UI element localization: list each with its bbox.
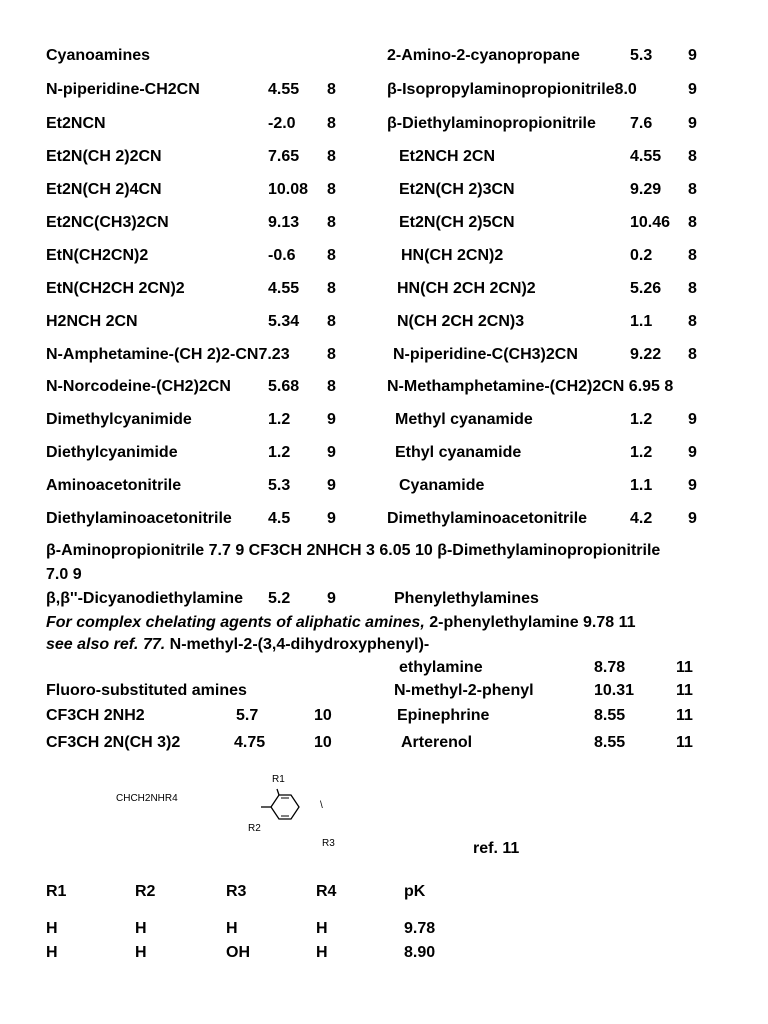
table-cell: H bbox=[135, 944, 147, 961]
left-row-pk: 5.3 bbox=[268, 477, 291, 494]
left-row-pk: 10.08 bbox=[268, 181, 309, 198]
right-row-name: Cyanamide bbox=[399, 477, 485, 494]
right-row-ref: 8 bbox=[688, 280, 697, 297]
wrapped-line-2: 7.0 9 bbox=[46, 566, 82, 583]
phenyl-pk-2: 8.55 bbox=[594, 707, 626, 724]
structure-r3-label: R3 bbox=[322, 838, 335, 849]
right-row-ref: 8 bbox=[688, 346, 697, 363]
left-row-ref: 8 bbox=[327, 378, 336, 395]
right-row-name: 2-Amino-2-cyanopropane bbox=[387, 47, 580, 64]
table-cell: H bbox=[316, 920, 328, 937]
right-row-pk: 4.55 bbox=[630, 148, 662, 165]
left-row-name: H2NCH 2CN bbox=[46, 313, 138, 330]
right-row-name: HN(CH 2CH 2CN)2 bbox=[397, 280, 536, 297]
left-row-name: Diethylaminoacetonitrile bbox=[46, 510, 232, 527]
left-row-pk: 4.55 bbox=[268, 81, 300, 98]
right-row-pk: 5.26 bbox=[630, 280, 662, 297]
table-cell: H bbox=[46, 944, 58, 961]
phenyl-pk-3: 8.55 bbox=[594, 734, 626, 751]
dicyano-pk: 5.2 bbox=[268, 590, 291, 607]
table-header: R3 bbox=[226, 883, 247, 900]
left-row-ref: 8 bbox=[327, 247, 336, 264]
ref-label: ref. 11 bbox=[473, 840, 520, 857]
right-row-ref: 8 bbox=[688, 313, 697, 330]
right-row-pk: 7.6 bbox=[630, 115, 653, 132]
table-cell: H bbox=[316, 944, 328, 961]
left-row-pk: 7.65 bbox=[268, 148, 300, 165]
dicyano-ref: 9 bbox=[327, 590, 336, 607]
table-header: pK bbox=[404, 883, 426, 900]
right-row-ref: 9 bbox=[688, 510, 697, 527]
table-cell: 9.78 bbox=[404, 920, 436, 937]
note-line-2 bbox=[46, 636, 429, 654]
phenyl-name-3: Arterenol bbox=[401, 734, 473, 751]
right-row-pk: 9.29 bbox=[630, 181, 662, 198]
wrapped-line-1: β-Aminopropionitrile 7.7 9 CF3CH 2NHCH 3 6.05 10 β-Dimethylaminopropionitrile bbox=[46, 542, 661, 559]
structure-slash: \ bbox=[320, 800, 323, 811]
left-row-name: Et2NC(CH3)2CN bbox=[46, 214, 169, 231]
left-row-pk: 4.55 bbox=[268, 280, 300, 297]
phenyl-name-1: N-methyl-2-phenyl bbox=[394, 682, 534, 699]
phenyl-pk-1: 10.31 bbox=[594, 682, 635, 699]
note-line-1 bbox=[46, 614, 636, 632]
phenyl-name-0: ethylamine bbox=[399, 659, 483, 676]
right-row-pk: 1.2 bbox=[630, 411, 653, 428]
left-row-pk: -2.0 bbox=[268, 115, 296, 132]
left-row-name: Diethylcyanimide bbox=[46, 444, 178, 461]
left-row-ref: 8 bbox=[327, 313, 336, 330]
right-row-name: N(CH 2CH 2CN)3 bbox=[397, 313, 525, 330]
left-row-ref: 8 bbox=[327, 214, 336, 231]
right-row-pk: 1.1 bbox=[630, 477, 653, 494]
left-row-name: N-Norcodeine-(CH2)2CN bbox=[46, 378, 231, 395]
right-row-name: Et2NCH 2CN bbox=[399, 148, 496, 165]
right-row-name: HN(CH 2CN)2 bbox=[401, 247, 504, 264]
right-row-name: Ethyl cyanamide bbox=[395, 444, 522, 461]
right-row-name: Dimethylaminoacetonitrile bbox=[387, 510, 588, 527]
table-header: R4 bbox=[316, 883, 337, 900]
table-header: R1 bbox=[46, 883, 67, 900]
left-row-ref: 8 bbox=[327, 148, 336, 165]
note-rest-1: 2-phenylethylamine 9.78 11 bbox=[424, 614, 636, 631]
left-row-ref: 9 bbox=[327, 477, 336, 494]
table-cell: OH bbox=[226, 944, 250, 961]
right-row-name: β-Diethylaminopropionitrile bbox=[387, 115, 596, 132]
left-row-pk: 5.34 bbox=[268, 313, 300, 330]
left-row-ref: 8 bbox=[327, 346, 336, 363]
left-row-ref: 8 bbox=[327, 280, 336, 297]
left-row-name: Cyanoamines bbox=[46, 47, 151, 64]
fluoro-pk-0: 5.7 bbox=[236, 707, 259, 724]
table-cell: H bbox=[46, 920, 58, 937]
right-row-name: β-Isopropylaminopropionitrile8.0 bbox=[387, 81, 637, 98]
left-row-name: EtN(CH2CH 2CN)2 bbox=[46, 280, 185, 297]
left-row-ref: 8 bbox=[327, 81, 336, 98]
right-row-ref: 8 bbox=[688, 247, 697, 264]
dicyano-name: β,β''-Dicyanodiethylamine bbox=[46, 590, 243, 607]
right-row-pk: 1.1 bbox=[630, 313, 653, 330]
left-row-pk: 4.5 bbox=[268, 510, 291, 527]
right-row-name: Methyl cyanamide bbox=[395, 411, 533, 428]
table-cell: 8.90 bbox=[404, 944, 436, 961]
left-row-name: N-Amphetamine-(CH 2)2-CN7.23 bbox=[46, 346, 290, 363]
right-row-ref: 8 bbox=[688, 181, 697, 198]
structure-chain-label: CHCH2NHR4 bbox=[116, 793, 178, 804]
phenyl-pk-0: 8.78 bbox=[594, 659, 626, 676]
left-row-pk: 5.68 bbox=[268, 378, 300, 395]
left-row-name: N-piperidine-CH2CN bbox=[46, 81, 200, 98]
structure-r1-label: R1 bbox=[272, 774, 285, 785]
left-row-pk: -0.6 bbox=[268, 247, 296, 264]
right-row-ref: 9 bbox=[688, 477, 697, 494]
right-row-pk: 5.3 bbox=[630, 47, 653, 64]
right-row-pk: 9.22 bbox=[630, 346, 662, 363]
phenyl-ref-2: 11 bbox=[676, 707, 693, 724]
left-row-name: Dimethylcyanimide bbox=[46, 411, 192, 428]
left-row-name: Et2N(CH 2)4CN bbox=[46, 181, 162, 198]
phenyl-name-2: Epinephrine bbox=[397, 707, 490, 724]
right-row-name: N-piperidine-C(CH3)2CN bbox=[393, 346, 578, 363]
note-rest-2: N-methyl-2-(3,4-dihydroxyphenyl)- bbox=[165, 636, 430, 653]
phenyl-ref-1: 11 bbox=[676, 682, 693, 699]
right-row-ref: 9 bbox=[688, 81, 697, 98]
left-row-name: Et2N(CH 2)2CN bbox=[46, 148, 162, 165]
phenyl-ref-0: 11 bbox=[676, 659, 693, 676]
right-row-ref: 8 bbox=[688, 148, 697, 165]
right-row-ref: 9 bbox=[688, 411, 697, 428]
right-row-name: Et2N(CH 2)3CN bbox=[399, 181, 515, 198]
fluoro-heading: Fluoro-substituted amines bbox=[46, 682, 247, 699]
note-italic-1: For complex chelating agents of aliphatic amines, bbox=[46, 614, 425, 631]
table-header: R2 bbox=[135, 883, 156, 900]
left-row-ref: 9 bbox=[327, 510, 336, 527]
right-row-name: N-Methamphetamine-(CH2)2CN 6.95 8 bbox=[387, 378, 674, 395]
phenylethylamines-heading: Phenylethylamines bbox=[394, 590, 539, 607]
structure-r2-label: R2 bbox=[248, 823, 261, 834]
right-row-ref: 9 bbox=[688, 444, 697, 461]
note-italic-2: see also ref. 77. bbox=[46, 636, 166, 653]
fluoro-name-0: CF3CH 2NH2 bbox=[46, 707, 145, 724]
left-row-pk: 1.2 bbox=[268, 411, 291, 428]
right-row-pk: 1.2 bbox=[630, 444, 653, 461]
left-row-name: Aminoacetonitrile bbox=[46, 477, 182, 494]
right-row-ref: 8 bbox=[688, 214, 697, 231]
right-row-ref: 9 bbox=[688, 47, 697, 64]
left-row-ref: 8 bbox=[327, 181, 336, 198]
left-row-pk: 1.2 bbox=[268, 444, 291, 461]
phenyl-ref-3: 11 bbox=[676, 734, 693, 751]
left-row-ref: 8 bbox=[327, 115, 336, 132]
table-cell: H bbox=[135, 920, 147, 937]
right-row-pk: 4.2 bbox=[630, 510, 653, 527]
table-cell: H bbox=[226, 920, 238, 937]
fluoro-pk-1: 4.75 bbox=[234, 734, 266, 751]
right-row-ref: 9 bbox=[688, 115, 697, 132]
right-row-name: Et2N(CH 2)5CN bbox=[399, 214, 515, 231]
fluoro-name-1: CF3CH 2N(CH 3)2 bbox=[46, 734, 181, 751]
benzene-ring-structure bbox=[255, 785, 315, 835]
right-row-pk: 10.46 bbox=[630, 214, 671, 231]
left-row-ref: 9 bbox=[327, 411, 336, 428]
fluoro-ref-0: 10 bbox=[314, 707, 332, 724]
right-row-pk: 0.2 bbox=[630, 247, 653, 264]
left-row-ref: 9 bbox=[327, 444, 336, 461]
left-row-name: Et2NCN bbox=[46, 115, 106, 132]
left-row-pk: 9.13 bbox=[268, 214, 300, 231]
left-row-name: EtN(CH2CN)2 bbox=[46, 247, 149, 264]
fluoro-ref-1: 10 bbox=[314, 734, 332, 751]
